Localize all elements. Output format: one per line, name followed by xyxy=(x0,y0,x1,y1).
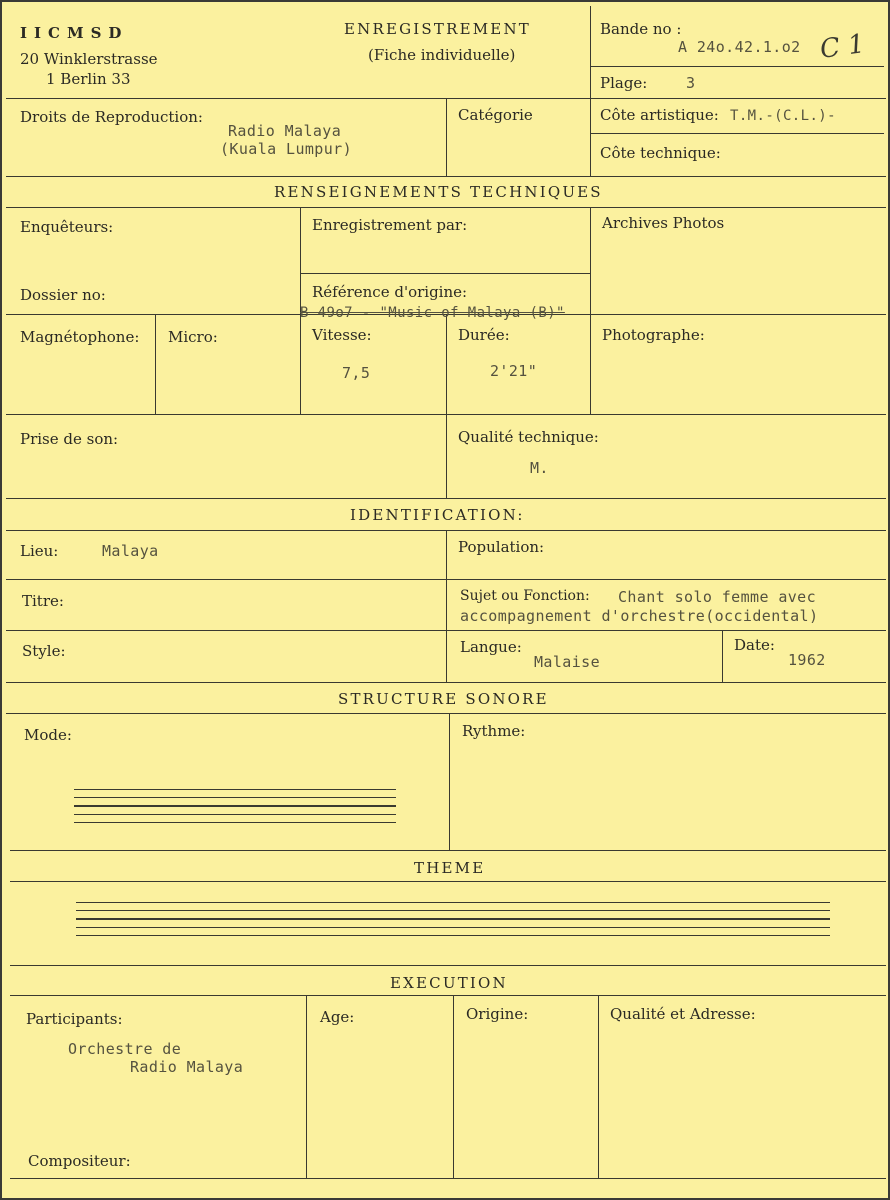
section-technique-title: RENSEIGNEMENTS TECHNIQUES xyxy=(274,183,603,201)
rule xyxy=(590,207,591,414)
plage-value: 3 xyxy=(686,74,696,92)
droits-value-2: (Kuala Lumpur) xyxy=(220,140,353,158)
qualite-technique-label: Qualité technique: xyxy=(458,428,599,446)
rule xyxy=(590,6,591,176)
vitesse-value: 7,5 xyxy=(342,364,371,382)
dossier-label: Dossier no: xyxy=(20,286,106,304)
rule xyxy=(6,682,886,683)
rule xyxy=(590,66,884,67)
address-city: 1 Berlin 33 xyxy=(46,70,131,88)
mode-label: Mode: xyxy=(24,726,72,744)
titre-label: Titre: xyxy=(22,592,64,610)
age-label: Age: xyxy=(320,1008,355,1026)
bande-label: Bande no : xyxy=(600,20,682,38)
rule xyxy=(306,995,307,1178)
rule xyxy=(598,995,599,1178)
rule xyxy=(6,176,886,177)
rule xyxy=(300,273,590,274)
bande-handwritten: C 1 xyxy=(818,29,867,65)
duree-value: 2'21" xyxy=(490,362,538,380)
form-subtitle: (Fiche individuelle) xyxy=(368,46,516,64)
prise-de-son-label: Prise de son: xyxy=(20,430,119,448)
style-label: Style: xyxy=(22,642,66,660)
org-logo: IICMSD xyxy=(20,24,129,42)
rule xyxy=(590,133,884,134)
rule xyxy=(446,98,447,176)
rule xyxy=(449,713,450,850)
cote-artistique-label: Côte artistique: xyxy=(600,106,719,124)
sujet-value-1: Chant solo femme avec xyxy=(618,588,817,606)
participants-label: Participants: xyxy=(26,1010,123,1028)
mode-staff xyxy=(74,789,396,830)
population-label: Population: xyxy=(458,538,545,556)
qualite-technique-value: M. xyxy=(530,459,549,477)
compositeur-label: Compositeur: xyxy=(28,1152,131,1170)
sujet-label: Sujet ou Fonction: xyxy=(460,588,590,604)
droits-label: Droits de Reproduction: xyxy=(20,108,203,126)
plage-label: Plage: xyxy=(600,74,648,92)
rule xyxy=(446,314,447,498)
rule xyxy=(446,530,447,682)
reference-value: B 49o7 - "Music of Malaya (B)" xyxy=(300,305,565,321)
form-title: ENREGISTREMENT xyxy=(344,20,531,38)
rule xyxy=(10,1178,886,1179)
rule xyxy=(453,995,454,1178)
section-execution-title: EXECUTION xyxy=(390,974,508,992)
micro-label: Micro: xyxy=(168,328,218,346)
rule xyxy=(155,314,156,414)
rule xyxy=(10,995,886,996)
origine-label: Origine: xyxy=(466,1005,529,1023)
lieu-label: Lieu: xyxy=(20,542,59,560)
rule xyxy=(6,498,886,499)
qualite-adresse-label: Qualité et Adresse: xyxy=(610,1005,756,1023)
rule xyxy=(6,207,886,208)
section-structure-title: STRUCTURE SONORE xyxy=(338,690,549,708)
langue-label: Langue: xyxy=(460,638,522,656)
rule xyxy=(10,965,886,966)
date-value: 1962 xyxy=(788,651,826,669)
lieu-value: Malaya xyxy=(102,542,159,560)
duree-label: Durée: xyxy=(458,326,510,344)
participants-value-2: Radio Malaya xyxy=(130,1058,244,1076)
sujet-value-2: accompagnement d'orchestre(occidental) xyxy=(460,607,819,625)
address-street: 20 Winklerstrasse xyxy=(20,50,158,68)
theme-staff xyxy=(76,902,830,943)
categorie-label: Catégorie xyxy=(458,106,533,124)
vitesse-label: Vitesse: xyxy=(312,326,372,344)
cote-artistique-value: T.M.-(C.L.)- xyxy=(730,108,836,124)
rule xyxy=(10,881,886,882)
rule xyxy=(6,713,886,714)
cote-technique-label: Côte technique: xyxy=(600,144,721,162)
participants-value-1: Orchestre de xyxy=(68,1040,182,1058)
date-label: Date: xyxy=(734,636,775,654)
section-theme-title: THEME xyxy=(414,859,486,877)
reference-label: Référence d'origine: xyxy=(312,283,468,301)
photographe-label: Photographe: xyxy=(602,326,705,344)
bande-value: A 24o.42.1.o2 xyxy=(678,38,801,56)
magnetophone-label: Magnétophone: xyxy=(20,328,140,346)
archives-label: Archives Photos xyxy=(602,214,725,232)
langue-value: Malaise xyxy=(534,653,601,671)
section-identification-title: IDENTIFICATION: xyxy=(350,506,525,524)
rule xyxy=(722,630,723,682)
record-card xyxy=(2,2,888,1198)
enregistrement-par-label: Enregistrement par: xyxy=(312,216,468,234)
enqueteurs-label: Enquêteurs: xyxy=(20,218,114,236)
rythme-label: Rythme: xyxy=(462,722,526,740)
droits-value-1: Radio Malaya xyxy=(228,122,342,140)
rule xyxy=(10,850,886,851)
